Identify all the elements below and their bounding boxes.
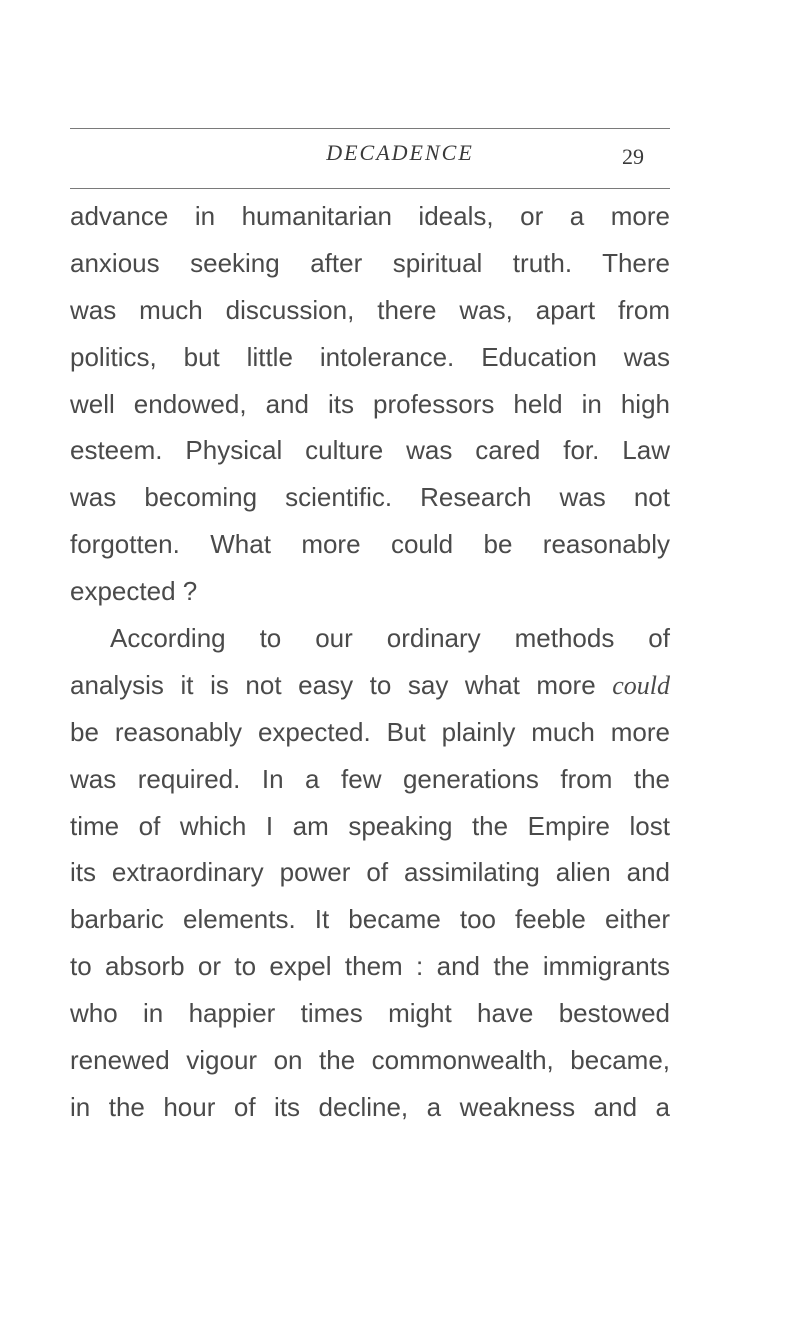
running-title: DECADENCE bbox=[326, 140, 474, 165]
text-line: was much discussion, there was, apart from bbox=[70, 294, 670, 325]
page-number: 29 bbox=[622, 144, 644, 169]
header-rule-bottom bbox=[70, 188, 670, 189]
header-rule-top bbox=[70, 128, 670, 129]
text-line: forgotten. What more could be reasonably bbox=[70, 529, 670, 560]
text-line: well endowed, and its professors held in high bbox=[70, 388, 670, 419]
text-line: renewed vigour on the commonwealth, became, bbox=[70, 1045, 670, 1076]
text-line: barbaric elements. It became too feeble either bbox=[70, 904, 670, 935]
emphasis-could: could bbox=[612, 670, 670, 700]
text-line: politics, but little intolerance. Education was bbox=[70, 341, 670, 372]
text-line-paragraph-end: expected ? bbox=[70, 576, 198, 607]
text-line: its extraordinary power of assimilating alien and bbox=[70, 857, 670, 888]
text-line: was required. In a few generations from the bbox=[70, 763, 670, 794]
body-text bbox=[70, 193, 670, 1131]
text-line: time of which I am speaking the Empire lost bbox=[70, 810, 670, 841]
text-line-part: analysis it is not easy to say what more bbox=[70, 669, 613, 700]
text-line: in the hour of its decline, a weakness and a bbox=[70, 1091, 670, 1122]
text-line: advance in humanitarian ideals, or a more bbox=[70, 201, 670, 231]
text-line: be reasonably expected. But plainly much more bbox=[70, 716, 670, 747]
text-line: to absorb or to expel them : and the immigrants bbox=[70, 951, 670, 982]
text-line: esteem. Physical culture was cared for. Law bbox=[70, 435, 670, 466]
text-line: anxious seeking after spiritual truth. There bbox=[70, 247, 670, 278]
text-line: was becoming scientific. Research was not bbox=[70, 482, 670, 513]
text-line-paragraph-start: According to our ordinary methods of bbox=[110, 623, 670, 654]
text-line: who in happier times might have bestowed bbox=[70, 998, 670, 1029]
text-line bbox=[70, 662, 670, 709]
